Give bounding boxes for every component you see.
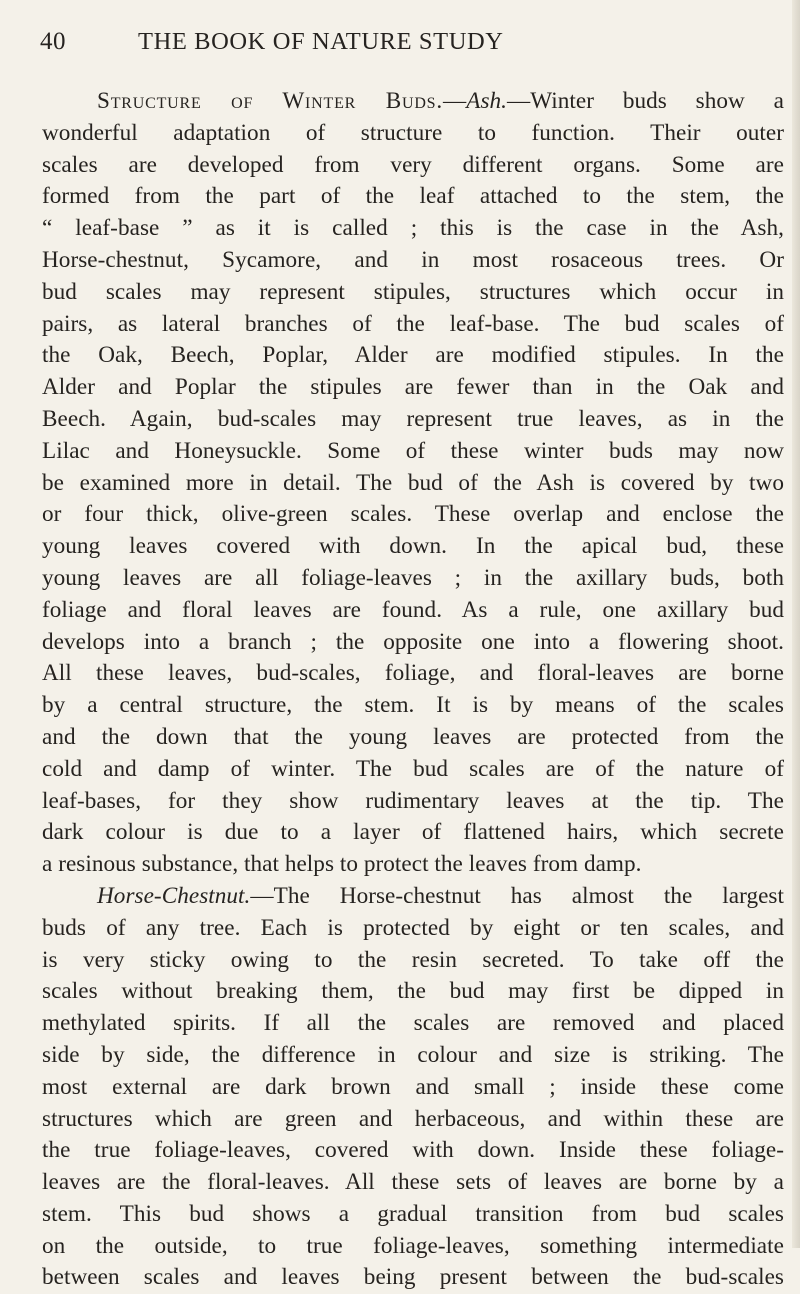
text-line: and the down that the young leaves are protected from the [42,723,784,750]
subsection-heading-ash: Ash. [466,88,508,114]
text-line: side by side, the difference in colour and size is striking. The [42,1041,784,1068]
paragraph-end-line: a resinous substance, that helps to protect the leaves from damp. [42,851,642,878]
text-line: leaf-bases, for they show rudimentary leaves at the tip. The [42,787,784,814]
text-line: structures which are green and herbaceous, and within these are [42,1105,784,1132]
text-line [42,86,784,118]
text-line: formed from the part of the leaf attached to the stem, the [42,183,784,210]
text-line [42,881,784,913]
text-line: the true foliage-leaves, covered with down. Inside these foliage- [42,1137,784,1164]
text-line: scales without breaking them, the bud may first be dipped in [42,978,784,1005]
page-edge [792,0,800,1248]
text-line: young leaves are all foliage-leaves ; in the axillary buds, both [42,564,784,591]
text-line: methylated spirits. If all the scales are removed and placed [42,1010,784,1037]
text-line: be examined more in detail. The bud of the Ash is covered by two [42,469,784,496]
section-heading: Structure of Winter Buds. [97,88,443,114]
text-line: pairs, as lateral branches of the leaf-base. The bud scales of [42,310,784,337]
text-line: All these leaves, bud-scales, foliage, and floral-leaves are borne [42,660,784,687]
text-line: wonderful adaptation of structure to function. Their outer [42,119,784,146]
text-line: scales are developed from very different organs. Some are [42,151,784,178]
text-line: develops into a branch ; the opposite one into a flowering shoot. [42,628,784,655]
subsection-heading-horse-chestnut: Horse-Chestnut. [97,882,251,909]
text-line: most external are dark brown and small ; inside these come [42,1073,784,1100]
line-text: —The Horse-chestnut has almost the largest [250,882,784,909]
text-line: Beech. Again, bud-scales may represent true leaves, as in the [42,405,784,432]
text-line: by a central structure, the stem. It is by means of the scales [42,692,784,719]
line-text: —Winter buds show a [507,88,784,114]
text-line: on the outside, to true foliage-leaves, something intermediate [42,1232,784,1259]
text-line: is very sticky owing to the resin secreted. To take off the [42,946,784,973]
text-line: Alder and Poplar the stipules are fewer than in the Oak and [42,374,784,401]
page-header [40,28,760,62]
text-line: between scales and leaves being present between the bud-scales [42,1264,784,1291]
page-number: 40 [40,28,66,55]
text-line: foliage and floral leaves are found. As a rule, one axillary bud [42,596,784,623]
text-line: dark colour is due to a layer of flattened hairs, which secrete [42,819,784,846]
body-text [42,86,784,1294]
text-line: “ leaf-base ” as it is called ; this is the case in the Ash, [42,215,784,242]
text-line: Lilac and Honeysuckle. Some of these winter buds may now [42,437,784,464]
text-line: leaves are the floral-leaves. All these sets of leaves are borne by a [42,1169,784,1196]
text-line: stem. This bud shows a gradual transition from bud scales [42,1200,784,1227]
text-line: bud scales may represent stipules, structures which occur in [42,278,784,305]
text-line: the Oak, Beech, Poplar, Alder are modified stipules. In the [42,342,784,369]
running-head: THE BOOK OF NATURE STUDY [138,28,504,55]
dash: — [442,88,467,114]
text-line: Horse-chestnut, Sycamore, and in most rosaceous trees. Or [42,246,784,273]
text-line: cold and damp of winter. The bud scales are of the nature of [42,755,784,782]
text-line: or four thick, olive-green scales. These overlap and enclose the [42,501,784,528]
text-line: young leaves covered with down. In the apical bud, these [42,533,784,560]
text-line: buds of any tree. Each is protected by eight or ten scales, and [42,914,784,941]
